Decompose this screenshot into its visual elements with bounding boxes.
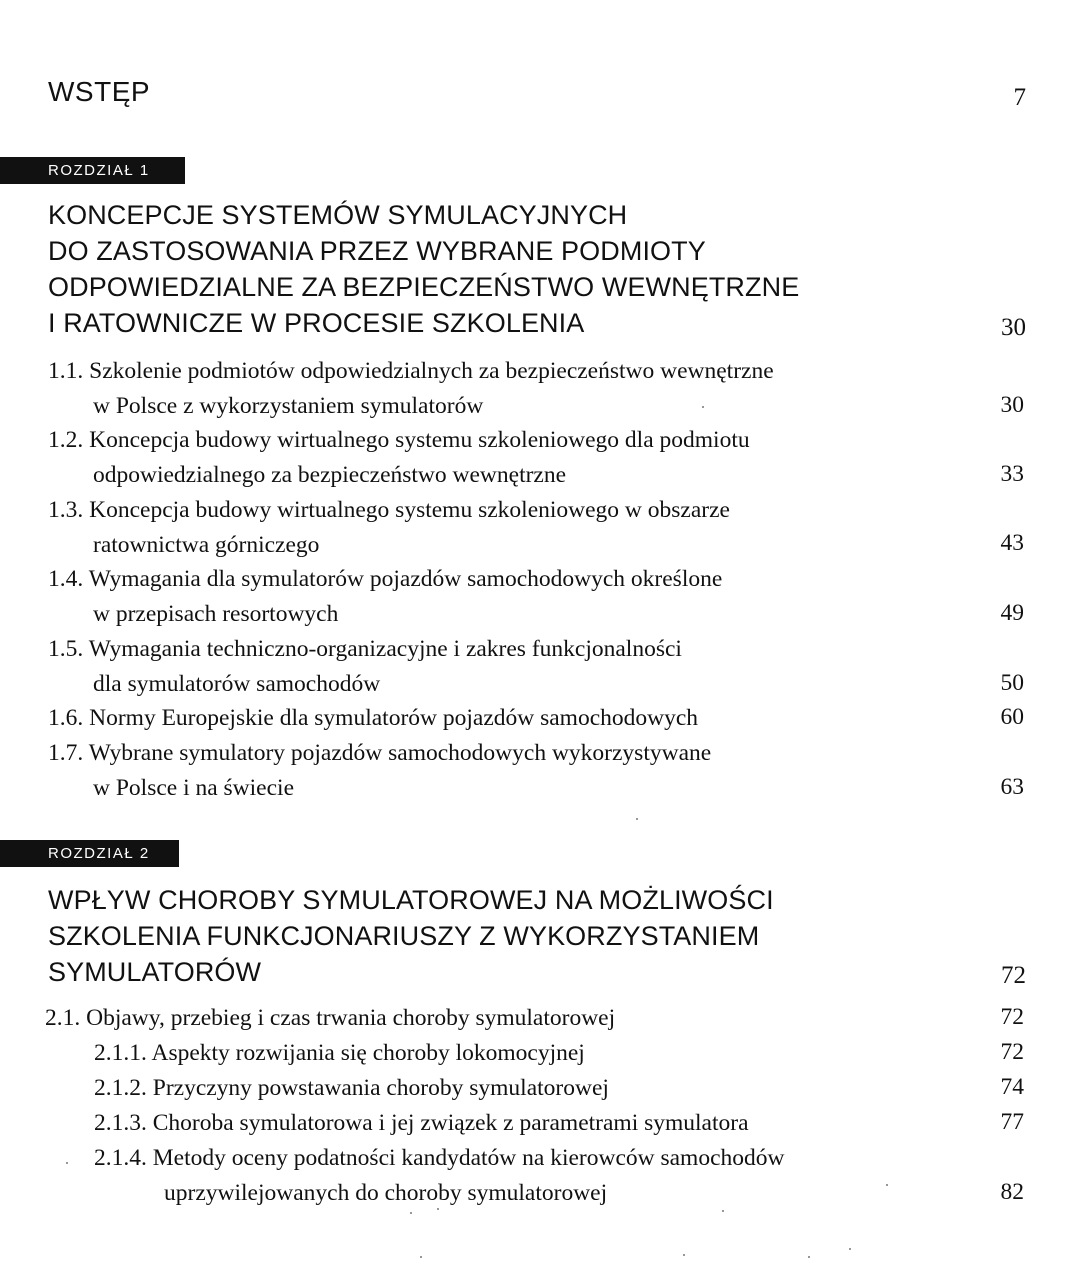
toc-entry-2-1-4[interactable] (94, 1141, 785, 1210)
entry-number: 1.4. (48, 566, 84, 592)
chapter-title-line: SZKOLENIA FUNKCJONARIUSZY Z WYKORZYSTANIEM (48, 921, 760, 951)
entry-number: 1.6. (48, 705, 84, 731)
toc-entry-1-3[interactable] (48, 493, 730, 562)
toc-entry-2-1-1[interactable] (94, 1036, 585, 1071)
entry-number: 1.7. (48, 740, 84, 766)
toc-entry-1-5[interactable] (48, 632, 682, 701)
entry-number: 2.1.1. (94, 1040, 147, 1066)
scan-speck (808, 1256, 810, 1258)
entry-title-line1: Wybrane symulatory pojazdów samochodowych wykorzystywane (88, 740, 712, 766)
chapter-2-page-number: 72 (1001, 962, 1026, 989)
toc-entry-1-6[interactable] (48, 701, 698, 736)
entry-number: 2.1.2. (94, 1075, 147, 1101)
entry-page-number: 30 (1000, 392, 1024, 418)
toc-entry-1-7[interactable] (48, 736, 711, 805)
entry-page-number: 60 (1000, 704, 1024, 730)
entry-title-line1: Wymagania techniczno-organizacyjne i zakres funkcjonalności (88, 636, 682, 662)
chapter-title-line: WPŁYW CHOROBY SYMULATOROWEJ NA MOŻLIWOŚCI (48, 885, 774, 915)
entry-page-number: 50 (1000, 670, 1024, 696)
entry-page-number: 72 (1000, 1039, 1024, 1065)
chapter-title-line: KONCEPCJE SYSTEMÓW SYMULACYJNYCH (48, 200, 628, 230)
intro-page-number: 7 (1013, 84, 1026, 111)
scan-speck (437, 1208, 439, 1210)
scan-speck (722, 1210, 724, 1212)
toc-entry-2-1[interactable] (45, 1001, 615, 1036)
entry-number: 1.3. (48, 497, 84, 523)
entry-title-line1: Normy Europejskie dla symulatorów pojazdów samochodowych (89, 705, 699, 731)
entry-page-number: 82 (1000, 1179, 1024, 1205)
chapter-title-line: DO ZASTOSOWANIA PRZEZ WYBRANE PODMIOTY (48, 236, 706, 266)
chapter-1-page-number: 30 (1001, 314, 1026, 341)
entry-number: 2.1.4. (94, 1145, 147, 1171)
entry-page-number: 49 (1000, 600, 1024, 626)
scan-speck (410, 1212, 412, 1214)
scan-speck (636, 818, 638, 820)
scan-speck (420, 1256, 422, 1258)
entry-number: 1.1. (48, 358, 84, 384)
entry-title-line1: Objawy, przebieg i czas trwania choroby symulatorowej (86, 1005, 616, 1031)
chapter-1-title (48, 197, 799, 341)
chapter-title-line: SYMULATORÓW (48, 957, 262, 987)
entry-title-line1: Aspekty rozwijania się choroby lokomocyjnej (151, 1040, 585, 1066)
entry-page-number: 63 (1000, 774, 1024, 800)
entry-page-number: 33 (1000, 461, 1024, 487)
entry-title-line1: Choroba symulatorowa i jej związek z parametrami symulatora (152, 1110, 749, 1136)
toc-entry-2-1-3[interactable] (94, 1106, 749, 1141)
entry-title-line1: Szkolenie podmiotów odpowiedzialnych za bezpieczeństwo wewnętrzne (89, 358, 774, 384)
chapter-title-line: ODPOWIEDZIALNE ZA BEZPIECZEŃSTWO WEWNĘTRZNE (48, 272, 800, 302)
entry-number: 1.2. (48, 427, 84, 453)
entry-title-line2: ratownictwa górniczego (93, 531, 320, 558)
chapter-2-badge: ROZDZIAŁ 2 (0, 840, 179, 867)
entry-title-line2: uprzywilejowanych do choroby symulatorowej (164, 1179, 608, 1206)
intro-title: WSTĘP (48, 76, 151, 107)
toc-entry-2-1-2[interactable] (94, 1071, 609, 1106)
entry-title-line2: w przepisach resortowych (93, 600, 339, 627)
entry-number: 2.1. (45, 1005, 81, 1031)
chapter-title-line: I RATOWNICZE W PROCESIE SZKOLENIA (48, 308, 585, 338)
entry-number: 2.1.3. (94, 1110, 147, 1136)
toc-entry-1-1[interactable] (48, 354, 774, 423)
entry-title-line1: Metody oceny podatności kandydatów na kierowców samochodów (152, 1145, 785, 1171)
entry-page-number: 72 (1000, 1004, 1024, 1030)
entry-title-line1: Koncepcja budowy wirtualnego systemu szkoleniowego dla podmiotu (89, 427, 750, 453)
toc-entry-1-2[interactable] (48, 423, 750, 492)
chapter-1-badge: ROZDZIAŁ 1 (0, 157, 185, 184)
entry-title-line1: Przyczyny powstawania choroby symulatorowej (152, 1075, 609, 1101)
entry-title-line2: w Polsce i na świecie (93, 774, 295, 801)
scan-speck (886, 1184, 888, 1186)
entry-number: 1.5. (48, 636, 84, 662)
scan-speck (849, 1248, 851, 1250)
entry-title-line2: dla symulatorów samochodów (93, 670, 381, 697)
chapter-2-title (48, 882, 774, 990)
entry-page-number: 77 (1000, 1109, 1024, 1135)
scan-speck (683, 1254, 685, 1256)
entry-title-line2: odpowiedzialnego za bezpieczeństwo wewnętrzne (93, 461, 567, 488)
entry-title-line1: Koncepcja budowy wirtualnego systemu szkoleniowego w obszarze (89, 497, 730, 523)
entry-title-line1: Wymagania dla symulatorów pojazdów samochodowych określone (88, 566, 723, 592)
scan-speck (702, 406, 704, 408)
entry-page-number: 74 (1000, 1074, 1024, 1100)
entry-page-number: 43 (1000, 530, 1024, 556)
scan-speck (66, 1162, 68, 1164)
entry-title-line2: w Polsce z wykorzystaniem symulatorów (93, 392, 484, 419)
toc-entry-1-4[interactable] (48, 562, 722, 631)
